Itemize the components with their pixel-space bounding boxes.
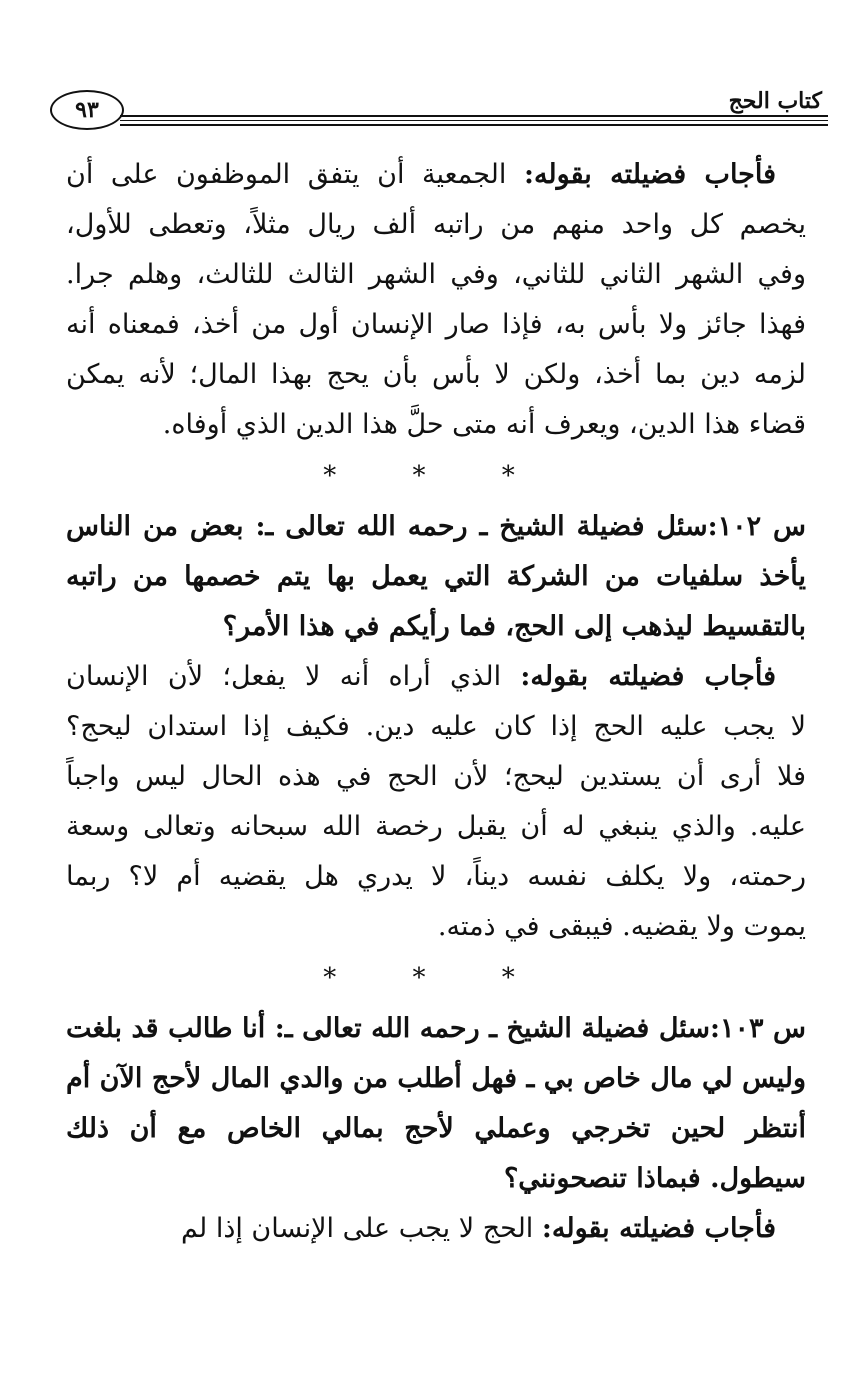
line-text: عليه. والذي ينبغي له أن يقبل رخصة الله سبحانه وتعالى وسعة bbox=[66, 811, 806, 842]
page-header bbox=[48, 84, 828, 134]
question-line bbox=[66, 1104, 806, 1154]
line-text: الحج لا يجب على الإنسان إذا لم bbox=[181, 1213, 534, 1244]
answer-line bbox=[66, 1204, 806, 1254]
question-block bbox=[66, 1004, 806, 1204]
section-divider: * * * bbox=[323, 963, 549, 993]
book-title: كتاب الحج bbox=[728, 88, 822, 114]
question-line bbox=[66, 1004, 806, 1054]
line-text: فهذا جائز ولا بأس به، فإذا صار الإنسان أول من أخذ، فمعناه أنه bbox=[66, 309, 806, 340]
line-text: قضاء هذا الدين، ويعرف أنه متى حلَّ هذا الدين الذي أوفاه. bbox=[162, 409, 806, 440]
section-divider: * * * bbox=[323, 461, 549, 491]
answer-line bbox=[66, 802, 806, 852]
line-text: أنتظر لحين تخرجي وعملي لأحج بمالي الخاص مع أن ذلك bbox=[66, 1113, 806, 1144]
answer-lead: فأجاب فضيلته بقوله: bbox=[541, 1213, 776, 1244]
answer-block bbox=[66, 150, 806, 450]
line-text: يموت ولا يقضيه. فيبقى في ذمته. bbox=[437, 911, 806, 942]
answer-block bbox=[66, 652, 806, 952]
answer-line bbox=[66, 250, 806, 300]
line-text: رحمته، ولا يكلف نفسه ديناً، لا يدري هل يقضيه أم لا؟ ربما bbox=[66, 861, 806, 892]
line-text: الجمعية أن يتفق الموظفون على أن bbox=[66, 159, 507, 190]
answer-line bbox=[66, 852, 806, 902]
question-block bbox=[66, 502, 806, 652]
answer-block bbox=[66, 1204, 806, 1254]
line-text: س ١٠٢:سئل فضيلة الشيخ ـ رحمه الله تعالى ـ: بعض من الناس bbox=[66, 511, 806, 542]
line-text: يأخذ سلفيات من الشركة التي يعمل بها يتم خصمها من راتبه bbox=[66, 561, 806, 592]
question-line bbox=[66, 502, 806, 552]
line-text: وليس لي مال خاص بي ـ فهل أطلب من والدي المال لأحج الآن أم bbox=[66, 1063, 806, 1094]
line-text: الذي أراه أنه لا يفعل؛ لأن الإنسان bbox=[66, 661, 502, 692]
line-text: لزمه دين بما أخذ، ولكن لا بأس بأن يحج بهذا المال؛ لأنه يمكن bbox=[66, 359, 806, 390]
line-text: يخصم كل واحد منهم من راتبه ألف ريال مثلاً، وتعطى للأول، bbox=[66, 209, 806, 240]
answer-line bbox=[66, 350, 806, 400]
answer-lead: فأجاب فضيلته بقوله: bbox=[520, 661, 776, 692]
header-rule bbox=[120, 115, 828, 117]
line-text: فلا أرى أن يستدين ليحج؛ لأن الحج في هذه الحال ليس واجباً bbox=[66, 761, 806, 792]
page-number: ٩٣ bbox=[50, 90, 124, 130]
line-text: سيطول. فبماذا تنصحونني؟ bbox=[503, 1163, 806, 1194]
answer-line bbox=[66, 902, 806, 952]
answer-line bbox=[66, 300, 806, 350]
answer-line bbox=[66, 752, 806, 802]
line-text: بالتقسيط ليذهب إلى الحج، فما رأيكم في هذا الأمر؟ bbox=[222, 611, 806, 642]
header-rule bbox=[120, 120, 828, 121]
question-line bbox=[66, 1154, 806, 1204]
question-line bbox=[66, 602, 806, 652]
answer-line bbox=[66, 150, 806, 200]
line-text: لا يجب عليه الحج إذا كان عليه دين. فكيف إذا استدان ليحج؟ bbox=[66, 711, 806, 742]
page-body bbox=[66, 150, 806, 1254]
question-line bbox=[66, 552, 806, 602]
header-rule bbox=[120, 124, 828, 126]
answer-line bbox=[66, 652, 806, 702]
line-text: وفي الشهر الثاني للثاني، وفي الشهر الثالث للثالث، وهلم جرا. bbox=[66, 259, 806, 290]
answer-line bbox=[66, 200, 806, 250]
answer-line bbox=[66, 400, 806, 450]
answer-lead: فأجاب فضيلته بقوله: bbox=[523, 159, 777, 190]
question-line bbox=[66, 1054, 806, 1104]
answer-line bbox=[66, 702, 806, 752]
line-text: س ١٠٣:سئل فضيلة الشيخ ـ رحمه الله تعالى ـ: أنا طالب قد بلغت bbox=[66, 1013, 806, 1044]
